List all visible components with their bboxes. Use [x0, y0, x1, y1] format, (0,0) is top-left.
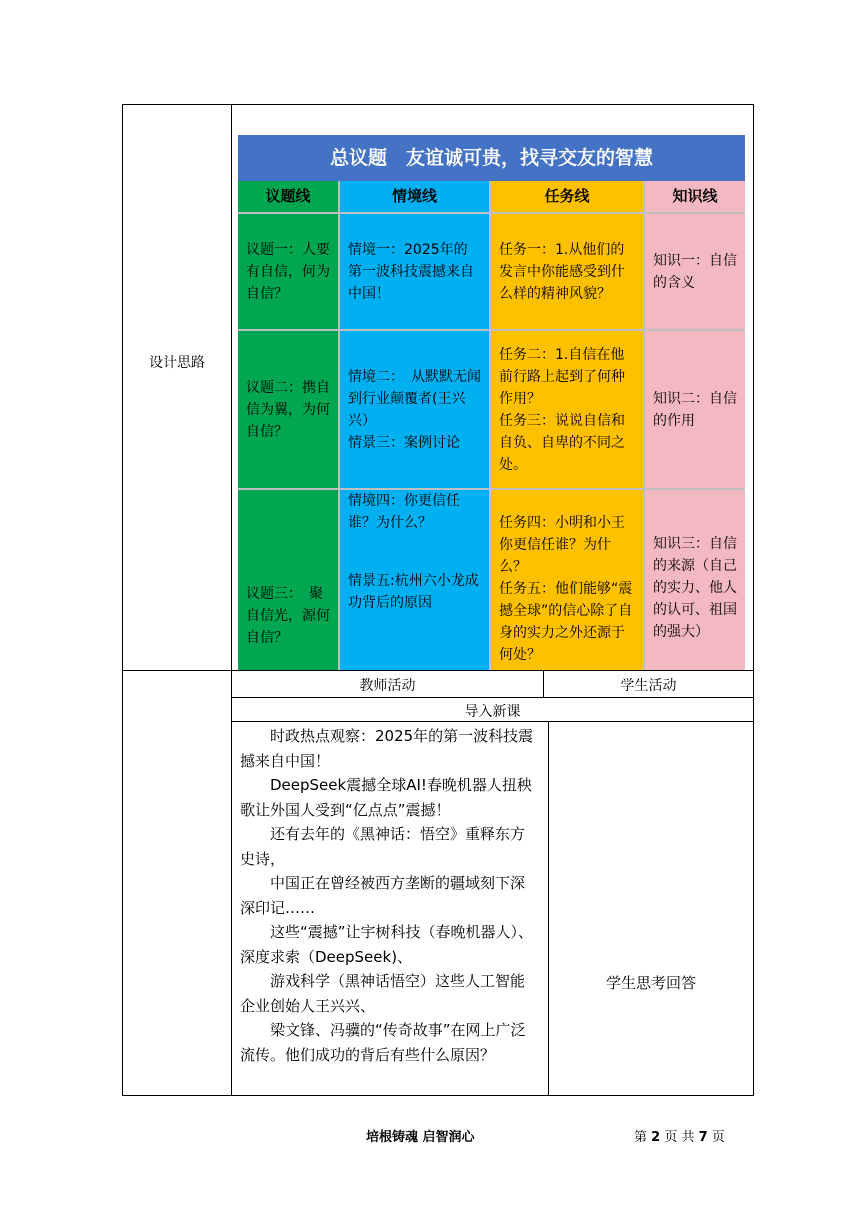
- task-cell: [491, 331, 643, 488]
- table-right-border: [753, 104, 754, 1096]
- issue-text: 议题一：人要有自信，何为自信？: [246, 241, 330, 302]
- row-divider: [231, 697, 754, 698]
- knowledge-cell: [645, 490, 745, 670]
- knowledge-cell: [645, 331, 745, 488]
- page-prefix: 第: [634, 1130, 648, 1145]
- situation-text: 情景五:杭州六小龙成功背后的原因: [348, 573, 479, 611]
- situation-text: 情境二： 从默默无闻到行业颠覆者(王兴兴） 情景三：案例讨论: [348, 368, 481, 451]
- situation-text: 情境四：你更信任谁？为什么？: [348, 493, 460, 531]
- knowledge-text: 知识一：自信的含义: [653, 252, 737, 291]
- paragraph: 梁文锋、冯骥的“传奇故事”在网上广泛流传。他们成功的背后有些什么原因？: [240, 1021, 526, 1064]
- situation-cell: [340, 214, 489, 329]
- table-left-border: [122, 104, 123, 1096]
- teacher-activity-content: [240, 724, 538, 1067]
- header-issue: 议题线: [238, 181, 338, 212]
- issue-cell: [238, 490, 338, 670]
- issue-text: 议题三： 聚自信光，源何自信？: [246, 586, 330, 646]
- knowledge-cell: [645, 214, 745, 329]
- student-activity-header: 学生活动: [620, 678, 677, 694]
- task-text: 任务二：1.自信在他前行路上起到了何种作用？ 任务三：说说自信和自负、自卑的不同之处。: [499, 346, 625, 473]
- header-knowledge: 知识线: [645, 181, 745, 212]
- paragraph: 这些“震撼”让宇树科技（春晚机器人）、深度求索（DeepSeek)、: [240, 923, 534, 966]
- issue-cell: [238, 331, 338, 488]
- situation-cell: [340, 490, 489, 670]
- table-title: 总议题 友谊诚可贵，找寻交友的智慧: [238, 135, 745, 181]
- paragraph: 游戏科学（黑神话悟空）这些人工智能企业创始人王兴兴、: [240, 972, 526, 1015]
- task-cell: [491, 490, 643, 670]
- footer-motto: 培根铸魂 启智润心: [366, 1130, 475, 1145]
- paragraph: 还有去年的《黑神话：悟空》重释东方史诗，: [240, 825, 526, 868]
- table-bottom-border: [122, 1095, 754, 1096]
- design-label: 设计思路: [149, 355, 205, 371]
- header-situation: 情境线: [340, 181, 489, 212]
- column-divider: [548, 721, 549, 1096]
- table-top-border: [122, 104, 754, 105]
- task-cell: [491, 214, 643, 329]
- teacher-activity-header: 教师活动: [359, 678, 416, 694]
- row-divider: [122, 670, 754, 671]
- paragraph: DeepSeek震撼全球AI!春晚机器人扭秧歌让外国人受到“亿点点”震撼！: [240, 776, 532, 819]
- page-total: 7: [698, 1130, 708, 1145]
- page-number: [634, 1126, 725, 1145]
- knowledge-text: 知识二：自信的作用: [653, 390, 737, 429]
- task-text: 任务一：1.从他们的发言中你能感受到什么样的精神风貌？: [499, 241, 625, 302]
- task-text: 任务四：小明和小王你更信任谁？为什么？ 任务五：他们能够“震撼全球”的信心除了自身的实力之外还源于何处？: [499, 515, 633, 663]
- issue-design-table: [238, 135, 745, 670]
- student-response: 学生思考回答: [605, 974, 696, 992]
- section-title: 导入新课: [464, 704, 521, 720]
- knowledge-text: 知识三：自信的来源（自己的实力、他人的认可、祖国的强大）: [653, 536, 737, 640]
- page-current: 2: [651, 1130, 661, 1145]
- header-task: 任务线: [491, 181, 643, 212]
- row-divider: [231, 721, 754, 722]
- page-suffix: 页: [711, 1130, 725, 1145]
- situation-text: 情境一：2025年的第一波科技震撼来自中国！: [348, 241, 474, 302]
- paragraph: 中国正在曾经被西方垄断的疆域刻下深深印记……: [240, 874, 526, 917]
- issue-cell: [238, 214, 338, 329]
- issue-text: 议题二：携自信为翼，为何自信？: [246, 379, 330, 440]
- situation-cell: [340, 331, 489, 488]
- column-divider: [231, 104, 232, 1096]
- page-mid: 页 共: [664, 1130, 695, 1145]
- paragraph: 时政热点观察：2025年的第一波科技震撼来自中国！: [240, 727, 534, 770]
